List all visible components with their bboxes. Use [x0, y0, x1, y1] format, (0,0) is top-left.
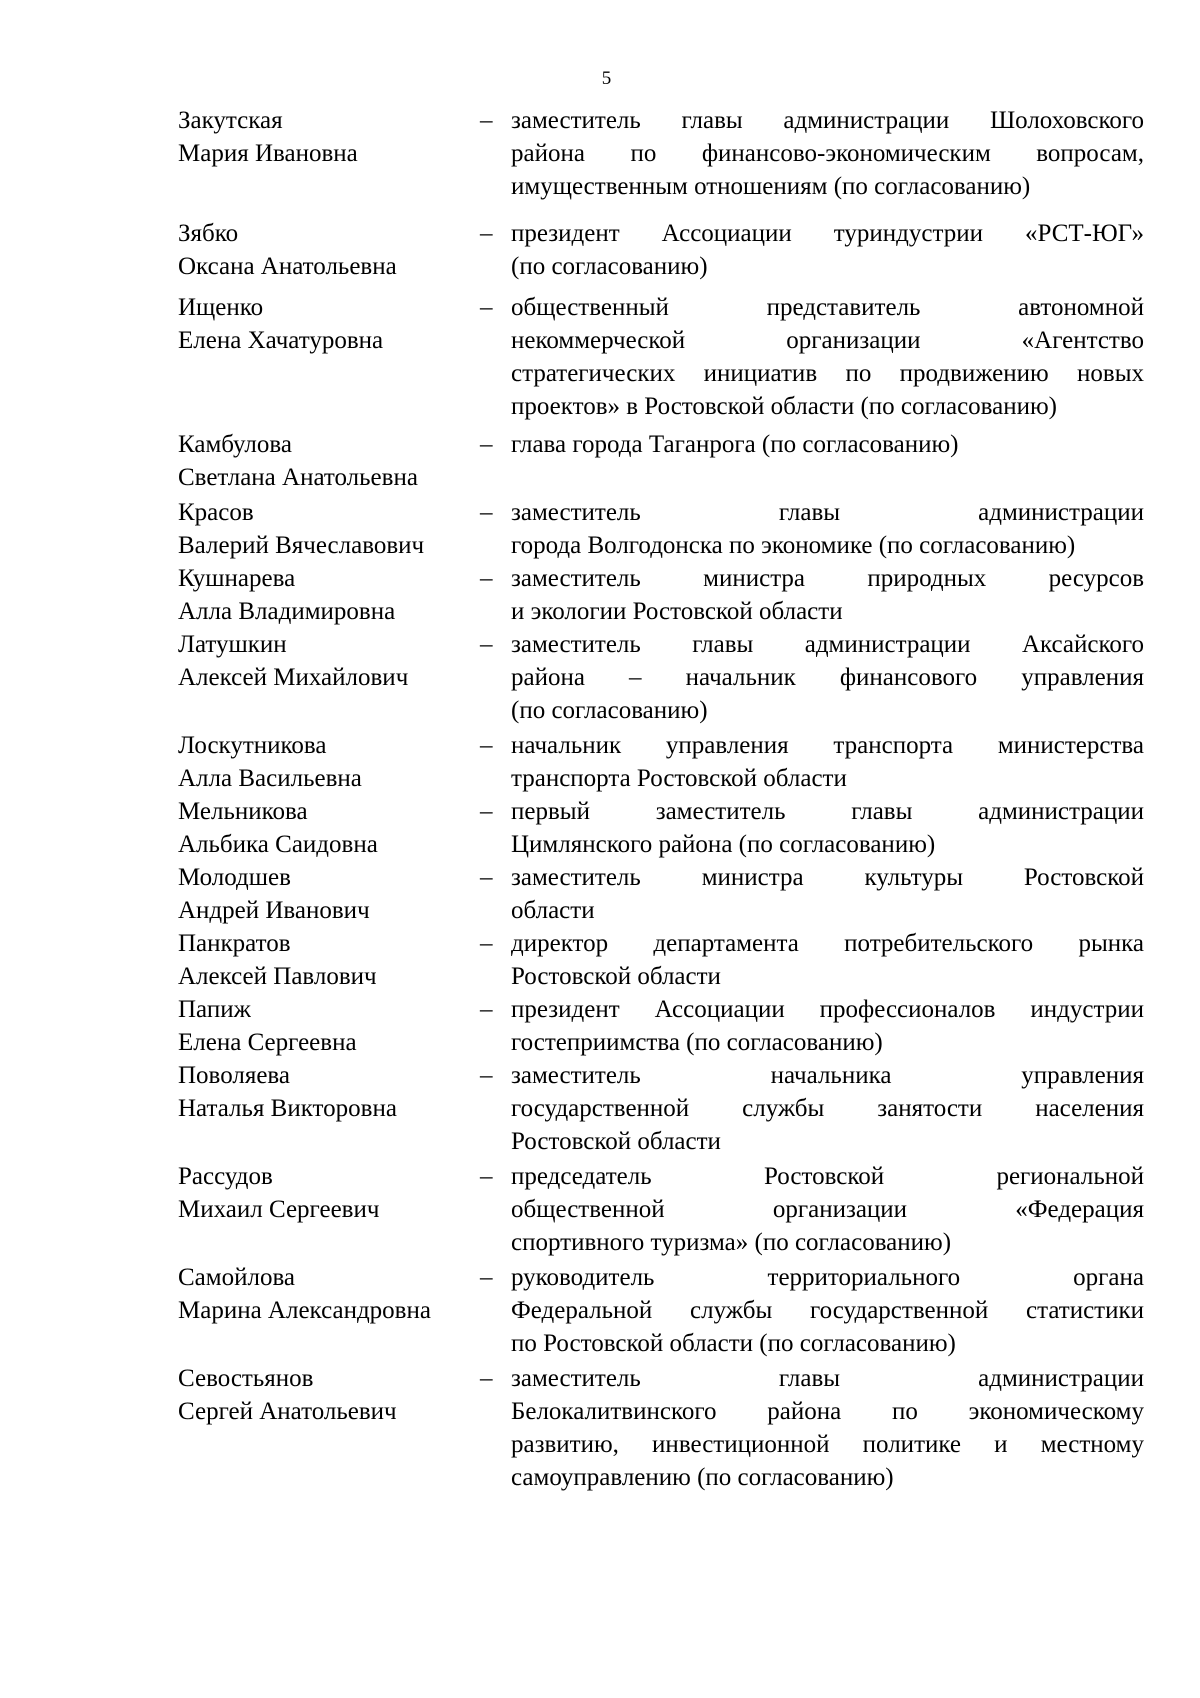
member-surname: Рассудов — [178, 1163, 273, 1190]
member-entry — [178, 628, 1144, 727]
position-line: глава города Таганрога (по согласованию) — [511, 431, 959, 458]
member-entry — [178, 428, 1144, 494]
member-entry — [178, 795, 1144, 861]
position-line: Ростовской области — [511, 963, 721, 990]
member-name — [178, 104, 478, 203]
dash-separator: – — [480, 294, 493, 321]
member-position — [511, 428, 1144, 494]
member-position — [511, 1362, 1144, 1494]
member-name — [178, 1362, 478, 1494]
page-number: 5 — [601, 68, 612, 89]
member-given-name: Андрей Иванович — [178, 897, 370, 924]
member-surname: Мельникова — [178, 798, 308, 825]
position-line: (по согласованию) — [511, 697, 708, 724]
dash-separator: – — [480, 1264, 493, 1291]
member-given-name: Светлана Анатольевна — [178, 464, 418, 491]
member-name — [178, 1261, 478, 1360]
member-surname: Зябко — [178, 220, 239, 247]
member-position — [511, 217, 1144, 283]
member-position — [511, 927, 1144, 993]
position-line: проектов» в Ростовской области (по согласованию) — [511, 393, 1058, 420]
position-line: по Ростовской области (по согласованию) — [511, 1330, 956, 1357]
member-name — [178, 1059, 478, 1158]
member-entry — [178, 1261, 1144, 1360]
member-given-name: Михаил Сергеевич — [178, 1196, 380, 1223]
dash-separator: – — [480, 631, 493, 658]
position-line: заместитель главы администрации — [511, 499, 1144, 526]
member-name — [178, 927, 478, 993]
position-line: (по согласованию) — [511, 253, 708, 280]
position-line: и экологии Ростовской области — [511, 598, 843, 625]
member-position — [511, 562, 1144, 628]
member-name — [178, 861, 478, 927]
position-line: общественный представитель автономной — [511, 294, 1144, 321]
member-surname: Ищенко — [178, 294, 264, 321]
member-position — [511, 104, 1144, 203]
position-line: заместитель главы администрации Шолоховского — [511, 107, 1144, 134]
position-line: заместитель министра природных ресурсов — [511, 565, 1144, 592]
member-name — [178, 217, 478, 283]
member-surname: Закутская — [178, 107, 283, 134]
member-name — [178, 1160, 478, 1259]
member-entry — [178, 993, 1144, 1059]
position-line: района – начальник финансового управления — [511, 664, 1144, 691]
position-line: Белокалитвинского района по экономическому — [511, 1398, 1144, 1425]
position-line: директор департамента потребительского рынка — [511, 930, 1144, 957]
member-entry — [178, 927, 1144, 993]
position-line: Цимлянского района (по согласованию) — [511, 831, 936, 858]
member-entry — [178, 1059, 1144, 1158]
position-line: заместитель главы администрации Аксайского — [511, 631, 1144, 658]
position-line: спортивного туризма» (по согласованию) — [511, 1229, 952, 1256]
member-position — [511, 993, 1144, 1059]
member-entry — [178, 104, 1144, 203]
dash-separator: – — [480, 1163, 493, 1190]
member-entry — [178, 217, 1144, 283]
dash-separator: – — [480, 499, 493, 526]
member-name — [178, 428, 478, 494]
member-surname: Панкратов — [178, 930, 291, 957]
member-position — [511, 729, 1144, 795]
position-line: города Волгодонска по экономике (по согласованию) — [511, 532, 1076, 559]
member-entry — [178, 1160, 1144, 1259]
dash-separator: – — [480, 431, 493, 458]
dash-separator: – — [480, 220, 493, 247]
position-line: президент Ассоциации туриндустрии «РСТ-ЮГ» — [511, 220, 1144, 247]
member-entry — [178, 1362, 1144, 1494]
position-line: начальник управления транспорта министерства — [511, 732, 1144, 759]
member-given-name: Сергей Анатольевич — [178, 1398, 397, 1425]
position-line: первый заместитель главы администрации — [511, 798, 1144, 825]
member-given-name: Оксана Анатольевна — [178, 253, 397, 280]
member-given-name: Мария Ивановна — [178, 140, 358, 167]
position-line: президент Ассоциации профессионалов индустрии — [511, 996, 1144, 1023]
member-given-name: Алла Владимировна — [178, 598, 396, 625]
dash-separator: – — [480, 996, 493, 1023]
member-given-name: Елена Хачатуровна — [178, 327, 384, 354]
member-surname: Поволяева — [178, 1062, 290, 1089]
dash-separator: – — [480, 107, 493, 134]
member-given-name: Алла Васильевна — [178, 765, 362, 792]
member-name — [178, 628, 478, 727]
position-line: гостеприимства (по согласованию) — [511, 1029, 883, 1056]
position-line: руководитель территориального органа — [511, 1264, 1144, 1291]
member-surname: Кушнарева — [178, 565, 296, 592]
dash-separator: – — [480, 1062, 493, 1089]
member-position — [511, 1261, 1144, 1360]
member-given-name: Алексей Павлович — [178, 963, 377, 990]
position-line: транспорта Ростовской области — [511, 765, 847, 792]
position-line: района по финансово-экономическим вопросам, — [511, 140, 1144, 167]
member-surname: Лоскутникова — [178, 732, 327, 759]
position-line: общественной организации «Федерация — [511, 1196, 1144, 1223]
member-given-name: Валерий Вячеславович — [178, 532, 425, 559]
member-surname: Молодшев — [178, 864, 291, 891]
member-entry — [178, 291, 1144, 423]
member-surname: Папиж — [178, 996, 251, 1023]
position-line: самоуправлению (по согласованию) — [511, 1464, 894, 1491]
position-line: Федеральной службы государственной статистики — [511, 1297, 1144, 1324]
position-line: имущественным отношениям (по согласованию) — [511, 173, 1031, 200]
member-name — [178, 795, 478, 861]
dash-separator: – — [480, 732, 493, 759]
dash-separator: – — [480, 798, 493, 825]
member-position — [511, 628, 1144, 727]
member-name — [178, 562, 478, 628]
member-given-name: Альбика Саидовна — [178, 831, 378, 858]
position-line: государственной службы занятости населения — [511, 1095, 1144, 1122]
member-position — [511, 795, 1144, 861]
dash-separator: – — [480, 864, 493, 891]
member-position — [511, 291, 1144, 423]
member-position — [511, 1059, 1144, 1158]
member-position — [511, 496, 1144, 562]
member-name — [178, 729, 478, 795]
member-name — [178, 993, 478, 1059]
position-line: стратегических инициатив по продвижению новых — [511, 360, 1144, 387]
member-surname: Самойлова — [178, 1264, 296, 1291]
position-line: развитию, инвестиционной политике и местному — [511, 1431, 1144, 1458]
member-given-name: Елена Сергеевна — [178, 1029, 357, 1056]
member-given-name: Алексей Михайлович — [178, 664, 409, 691]
position-line: Ростовской области — [511, 1128, 721, 1155]
member-entry — [178, 496, 1144, 562]
dash-separator: – — [480, 930, 493, 957]
member-surname: Красов — [178, 499, 254, 526]
dash-separator: – — [480, 565, 493, 592]
member-name — [178, 291, 478, 423]
position-line: заместитель министра культуры Ростовской — [511, 864, 1144, 891]
member-name — [178, 496, 478, 562]
member-given-name: Марина Александровна — [178, 1297, 431, 1324]
position-line: заместитель начальника управления — [511, 1062, 1144, 1089]
member-entry — [178, 729, 1144, 795]
member-list — [178, 104, 1144, 1494]
member-surname: Севостьянов — [178, 1365, 314, 1392]
position-line: председатель Ростовской региональной — [511, 1163, 1144, 1190]
member-position — [511, 861, 1144, 927]
member-surname: Камбулова — [178, 431, 292, 458]
member-entry — [178, 861, 1144, 927]
position-line: области — [511, 897, 595, 924]
member-given-name: Наталья Викторовна — [178, 1095, 397, 1122]
member-surname: Латушкин — [178, 631, 287, 658]
member-entry — [178, 562, 1144, 628]
position-line: некоммерческой организации «Агентство — [511, 327, 1144, 354]
member-position — [511, 1160, 1144, 1259]
dash-separator: – — [480, 1365, 493, 1392]
position-line: заместитель главы администрации — [511, 1365, 1144, 1392]
